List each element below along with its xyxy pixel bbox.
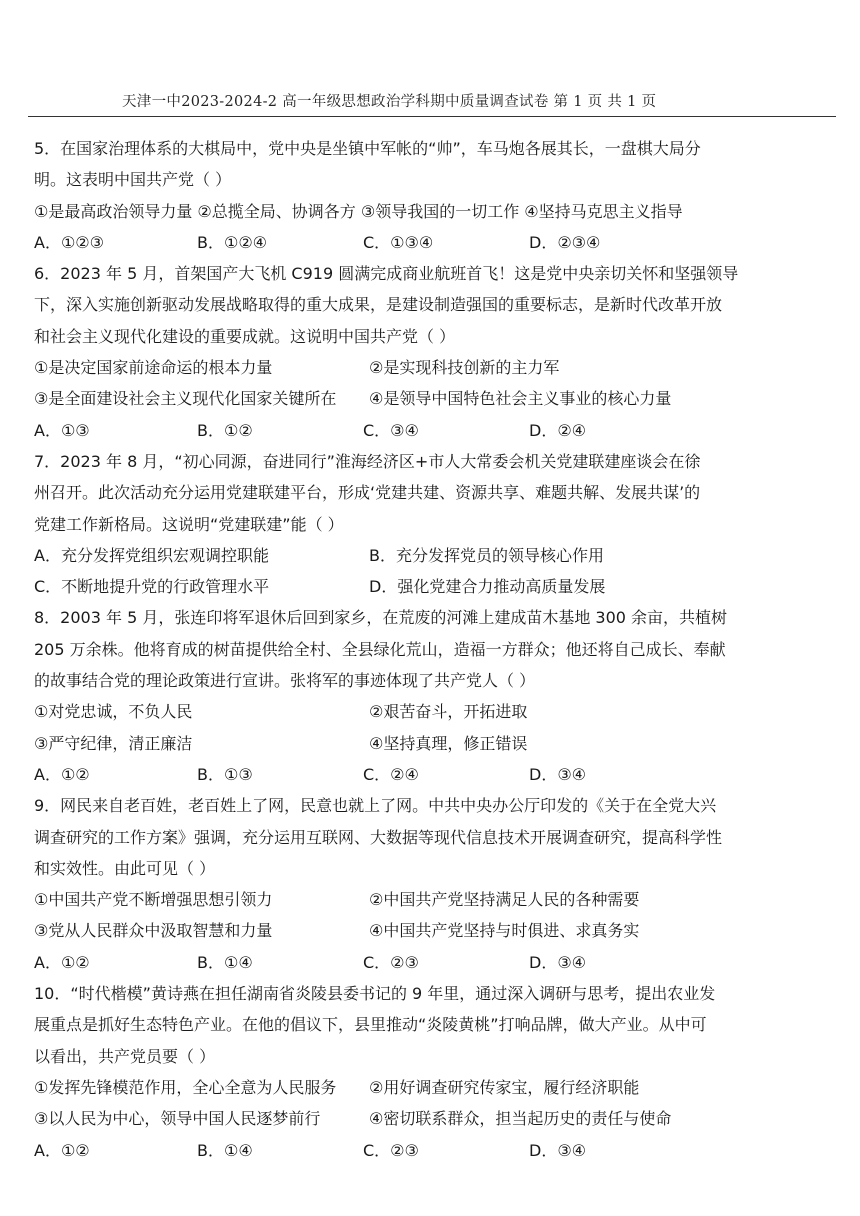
question-stem: 以看出，共产党员要（ ） <box>34 1046 216 1066</box>
option-d: D．③④ <box>529 1140 587 1160</box>
answer-options <box>34 947 734 978</box>
option-b: B．充分发挥党员的领导核心作用 <box>369 545 604 565</box>
option-a: A．①② <box>34 764 90 784</box>
question-5 <box>34 133 734 258</box>
question-stem: 9．网民来自老百姓，老百姓上了网，民意也就上了网。中共中央办公厅印发的《关于在全党大兴 <box>34 796 717 816</box>
statement-3: ③党从人民群众中汲取智慧和力量 <box>34 921 273 941</box>
statement-4: ④是领导中国特色社会主义事业的核心力量 <box>369 389 672 409</box>
option-c: C．②③ <box>363 952 419 972</box>
question-list <box>34 133 739 1166</box>
option-b: B．①②④ <box>197 232 268 252</box>
statement-1: ①对党忠诚，不负人民 <box>34 702 193 722</box>
statement-line: ①是最高政治领导力量 ②总揽全局、协调各方 ③领导我国的一切工作 ④坚持马克思主义指导 <box>34 201 683 221</box>
question-stem: 8．2003 年 5 月，张连印将军退休后回到家乡，在荒废的河滩上建成苗木基地 300 余亩，共植树 <box>34 608 728 628</box>
option-d: D．②③④ <box>529 232 601 252</box>
statement-1: ①中国共产党不断增强思想引领力 <box>34 890 273 910</box>
option-b: B．①③ <box>197 764 253 784</box>
statement-3: ③是全面建设社会主义现代化国家关键所在 <box>34 389 337 409</box>
question-10 <box>34 978 734 1166</box>
question-stem: 明。这表明中国共产党（ ） <box>34 170 232 190</box>
statement-row <box>34 884 734 915</box>
statement-1: ①是决定国家前途命运的根本力量 <box>34 358 273 378</box>
question-stem: 州召开。此次活动充分运用党建联建平台，形成‘党建共建、资源共享、难题共解、发展共谋’的 <box>34 483 701 503</box>
statement-row <box>34 1103 734 1134</box>
option-d: D．③④ <box>529 952 587 972</box>
question-stem: 调查研究的工作方案》强调，充分运用互联网、大数据等现代信息技术开展调查研究，提高科学性 <box>34 827 723 847</box>
option-c: C．①③④ <box>363 232 434 252</box>
answer-options <box>34 1135 734 1166</box>
statement-row <box>34 696 734 727</box>
answer-options <box>34 571 734 602</box>
question-stem: 和社会主义现代化建设的重要成就。这说明中国共产党（ ） <box>34 326 456 346</box>
option-a: A．①② <box>34 1140 90 1160</box>
question-6 <box>34 258 739 446</box>
option-d: D．强化党建合力推动高质量发展 <box>369 577 606 597</box>
question-stem: 10．“时代楷模”黄诗燕在担任湖南省炎陵县委书记的 9 年里，通过深入调研与思考，提出农业发 <box>34 984 716 1004</box>
question-stem: 205 万余株。他将育成的树苗提供给全村、全县绿化荒山，造福一方群众；他还将自己成长、奉献 <box>34 639 726 659</box>
option-b: B．①④ <box>197 952 253 972</box>
statement-row <box>34 728 734 759</box>
statement-2: ②是实现科技创新的主力军 <box>369 358 560 378</box>
question-stem: 的故事结合党的理论政策进行宣讲。张将军的事迹体现了共产党人（ ） <box>34 671 536 691</box>
statement-3: ③以人民为中心，领导中国人民逐梦前行 <box>34 1109 321 1129</box>
option-d: D．②④ <box>529 420 587 440</box>
answer-options <box>34 540 734 571</box>
option-b: B．①② <box>197 420 253 440</box>
answer-options <box>34 759 734 790</box>
page-header: 天津一中2023-2024-2 高一年级思想政治学科期中质量调查试卷 第 1 页 共 1 页 <box>122 94 657 110</box>
option-c: C．②③ <box>363 1140 419 1160</box>
statement-2: ②艰苦奋斗，开拓进取 <box>369 702 528 722</box>
option-b: B．①④ <box>197 1140 253 1160</box>
question-9 <box>34 790 734 978</box>
statement-3: ③严守纪律，清正廉洁 <box>34 733 193 753</box>
statement-2: ②用好调查研究传家宝，履行经济职能 <box>369 1077 640 1097</box>
statement-4: ④密切联系群众，担当起历史的责任与使命 <box>369 1109 672 1129</box>
statement-row <box>34 1072 734 1103</box>
option-a: A．充分发挥党组织宏观调控职能 <box>34 545 269 565</box>
question-stem: 7．2023 年 8 月，“初心同源，奋进同行”淮海经济区+市人大常委会机关党建联建座谈会在徐 <box>34 451 701 471</box>
option-c: C．不断地提升党的行政管理水平 <box>34 577 270 597</box>
option-a: A．①②③ <box>34 232 104 252</box>
statement-row <box>34 352 734 383</box>
statement-1: ①发挥先锋模范作用，全心全意为人民服务 <box>34 1077 337 1097</box>
question-stem: 党建工作新格局。这说明“党建联建”能（ ） <box>34 514 344 534</box>
statement-2: ②中国共产党坚持满足人民的各种需要 <box>369 890 640 910</box>
question-stem: 下，深入实施创新驱动发展战略取得的重大成果，是建设制造强国的重要标志，是新时代改革开放 <box>34 295 723 315</box>
statement-4: ④中国共产党坚持与时俱进、求真务实 <box>369 921 640 941</box>
question-stem: 6．2023 年 5 月，首架国产大飞机 C919 圆满完成商业航班首飞！这是党中央亲切关怀和坚强领导 <box>34 264 739 284</box>
statement-row <box>34 915 734 946</box>
header-divider <box>28 116 836 117</box>
question-7 <box>34 446 734 602</box>
question-8 <box>34 602 734 790</box>
option-a: A．①③ <box>34 420 90 440</box>
option-a: A．①② <box>34 952 90 972</box>
statement-4: ④坚持真理，修正错误 <box>369 733 528 753</box>
answer-options <box>34 415 734 446</box>
question-stem: 5．在国家治理体系的大棋局中，党中央是坐镇中军帐的“帅”，车马炮各展其长，一盘棋大局分 <box>34 139 701 158</box>
question-stem: 和实效性。由此可见（ ） <box>34 858 216 878</box>
option-c: C．②④ <box>363 764 419 784</box>
option-c: C．③④ <box>363 420 419 440</box>
option-d: D．③④ <box>529 764 587 784</box>
statement-row <box>34 383 734 414</box>
question-stem: 展重点是抓好生态特色产业。在他的倡议下，县里推动“炎陵黄桃”打响品牌，做大产业。从中可 <box>34 1015 707 1035</box>
answer-options <box>34 227 734 258</box>
